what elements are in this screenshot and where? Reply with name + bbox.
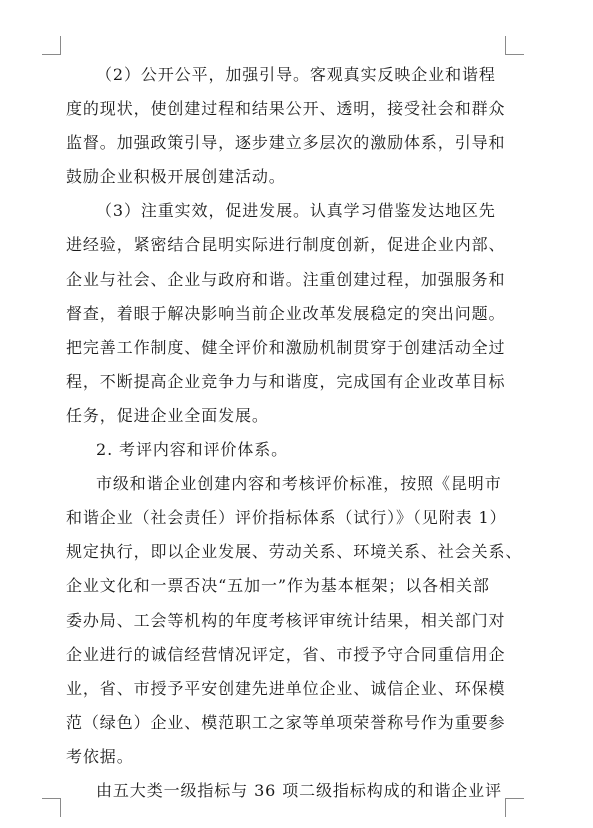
text-line: 企业与社会、企业与政府和谐。注重创建过程，加强服务和 <box>66 269 506 289</box>
text-line: 企业进行的诚信经营情况评定，省、市授予守合同重信用企 <box>66 644 506 664</box>
crop-mark-top-left <box>42 36 61 55</box>
text-line: 委办局、工会等机构的年度考核评审统计结果，相关部门对 <box>66 610 506 630</box>
text-line: 度的现状，使创建过程和结果公开、透明，接受社会和群众 <box>66 99 506 119</box>
text-line: 鼓励企业积极开展创建活动。 <box>66 167 286 187</box>
text-line: 考依据。 <box>66 746 134 766</box>
text-line: 业，省、市授予平安创建先进单位企业、诚信企业、环保模 <box>66 678 506 698</box>
text-line: （2）公开公平，加强引导。客观真实反映企业和谐程 <box>96 65 496 84</box>
text-line: 督查，着眼于解决影响当前企业改革发展稳定的突出问题。 <box>66 303 506 323</box>
text-line: （3）注重实效，促进发展。认真学习借鉴发达地区先 <box>96 201 496 221</box>
document-body <box>66 58 523 808</box>
text-line: 监督。加强政策引导，逐步建立多层次的激励体系，引导和 <box>66 133 506 153</box>
text-line: 市级和谐企业创建内容和考核评价标准，按照《昆明市 <box>96 474 502 494</box>
text-line: 由五大类一级指标与 36 项二级指标构成的和谐企业评 <box>96 780 502 800</box>
text-line: 程，不断提高企业竞争力与和谐度，完成国有企业改革目标 <box>66 371 506 391</box>
text-line: 范（绿色）企业、模范职工之家等单项荣誉称号作为重要参 <box>66 712 506 732</box>
text-line: 进经验，紧密结合昆明实际进行制度创新，促进企业内部、 <box>66 235 506 255</box>
crop-mark-top-right <box>505 36 524 55</box>
text-line: 任务，促进企业全面发展。 <box>66 405 269 425</box>
text-line: 企业文化和一票否决“五加一”作为基本框架；以各相关部 <box>66 576 490 596</box>
text-line: 把完善工作制度、健全评价和激励机制贯穿于创建活动全过 <box>66 337 506 357</box>
text-line: 规定执行，即以企业发展、劳动关系、环境关系、社会关系、 <box>66 542 523 562</box>
section-heading: 2. 考评内容和评价体系。 <box>96 440 289 460</box>
text-line: 和谐企业（社会责任）评价指标体系（试行）》（见附表 1） <box>66 508 507 528</box>
crop-mark-bottom-left <box>42 798 61 817</box>
